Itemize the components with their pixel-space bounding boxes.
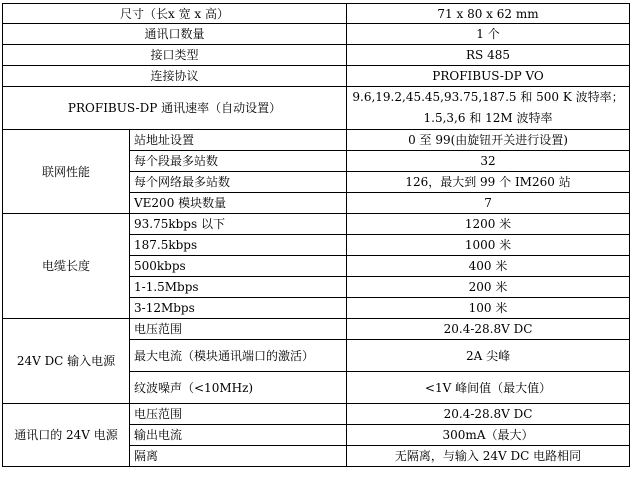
table-row [3,404,630,425]
power-input-item-label: 最大电流（模块通讯端口的激活） [130,340,347,372]
table-row [3,24,630,45]
protocol-value: PROFIBUS-DP VO [347,66,630,87]
cable-item-value: 100 米 [347,298,630,319]
power-input-item-label: 电压范围 [130,319,347,340]
size-value: 71 x 80 x 62 mm [347,4,630,24]
table-row [3,319,630,340]
cable-item-label: 3-12Mbps [130,298,347,319]
network-group-label: 联网性能 [3,130,130,214]
port-power-item-label: 隔离 [130,446,347,467]
cable-item-value: 200 米 [347,277,630,298]
cable-item-label: 187.5kbps [130,235,347,256]
port-power-group-label: 通讯口的 24V 电源 [3,404,130,467]
power-input-item-value: 2A 尖峰 [347,340,630,372]
table-row [3,87,630,130]
network-item-label: 每个段最多站数 [130,151,347,172]
baud-value-line-2: 1.5,3,6 和 12M 波特率 [423,111,553,125]
port-power-item-label: 电压范围 [130,404,347,425]
network-item-value: 7 [347,193,630,214]
ports-label: 通讯口数量 [3,24,347,45]
cable-item-value: 1000 米 [347,235,630,256]
cable-item-value: 400 米 [347,256,630,277]
port-type-label: 接口类型 [3,45,347,66]
port-power-item-label: 输出电流 [130,425,347,446]
table-row [3,4,630,24]
network-item-value: 32 [347,151,630,172]
cable-item-label: 500kbps [130,256,347,277]
port-power-item-value: 300mA（最大） [347,425,630,446]
cable-item-label: 1-1.5Mbps [130,277,347,298]
network-item-label: 站地址设置 [130,130,347,151]
power-input-item-label: 纹波噪声（<10MHz) [130,372,347,404]
power-input-item-value: <1V 峰间值（最大值） [347,372,630,404]
network-item-label: 每个网络最多站数 [130,172,347,193]
ports-value: 1 个 [347,24,630,45]
port-power-item-value: 20.4-28.8V DC [347,404,630,425]
network-item-value: 0 至 99(由旋钮开关进行设置) [347,130,630,151]
table-row [3,130,630,151]
cable-item-label: 93.75kbps 以下 [130,214,347,235]
network-item-label: VE200 模块数量 [130,193,347,214]
cable-group-label: 电缆长度 [3,214,130,319]
port-power-item-value: 无隔离，与输入 24V DC 电路相同 [347,446,630,467]
protocol-label: 连接协议 [3,66,347,87]
baud-value [347,87,630,130]
cable-item-value: 1200 米 [347,214,630,235]
baud-value-line-1: 9.6,19.2,45.45,93.75,187.5 和 500 K 波特率； [352,90,624,104]
specification-table [2,3,630,467]
power-input-item-value: 20.4-28.8V DC [347,319,630,340]
table-row [3,214,630,235]
size-label: 尺寸（长x 宽 x 高） [3,4,347,24]
baud-label: PROFIBUS-DP 通讯速率（自动设置） [3,87,347,130]
table-row [3,66,630,87]
table-row [3,45,630,66]
network-item-value: 126，最大到 99 个 IM260 站 [347,172,630,193]
power-input-group-label: 24V DC 输入电源 [3,319,130,404]
port-type-value: RS 485 [347,45,630,66]
